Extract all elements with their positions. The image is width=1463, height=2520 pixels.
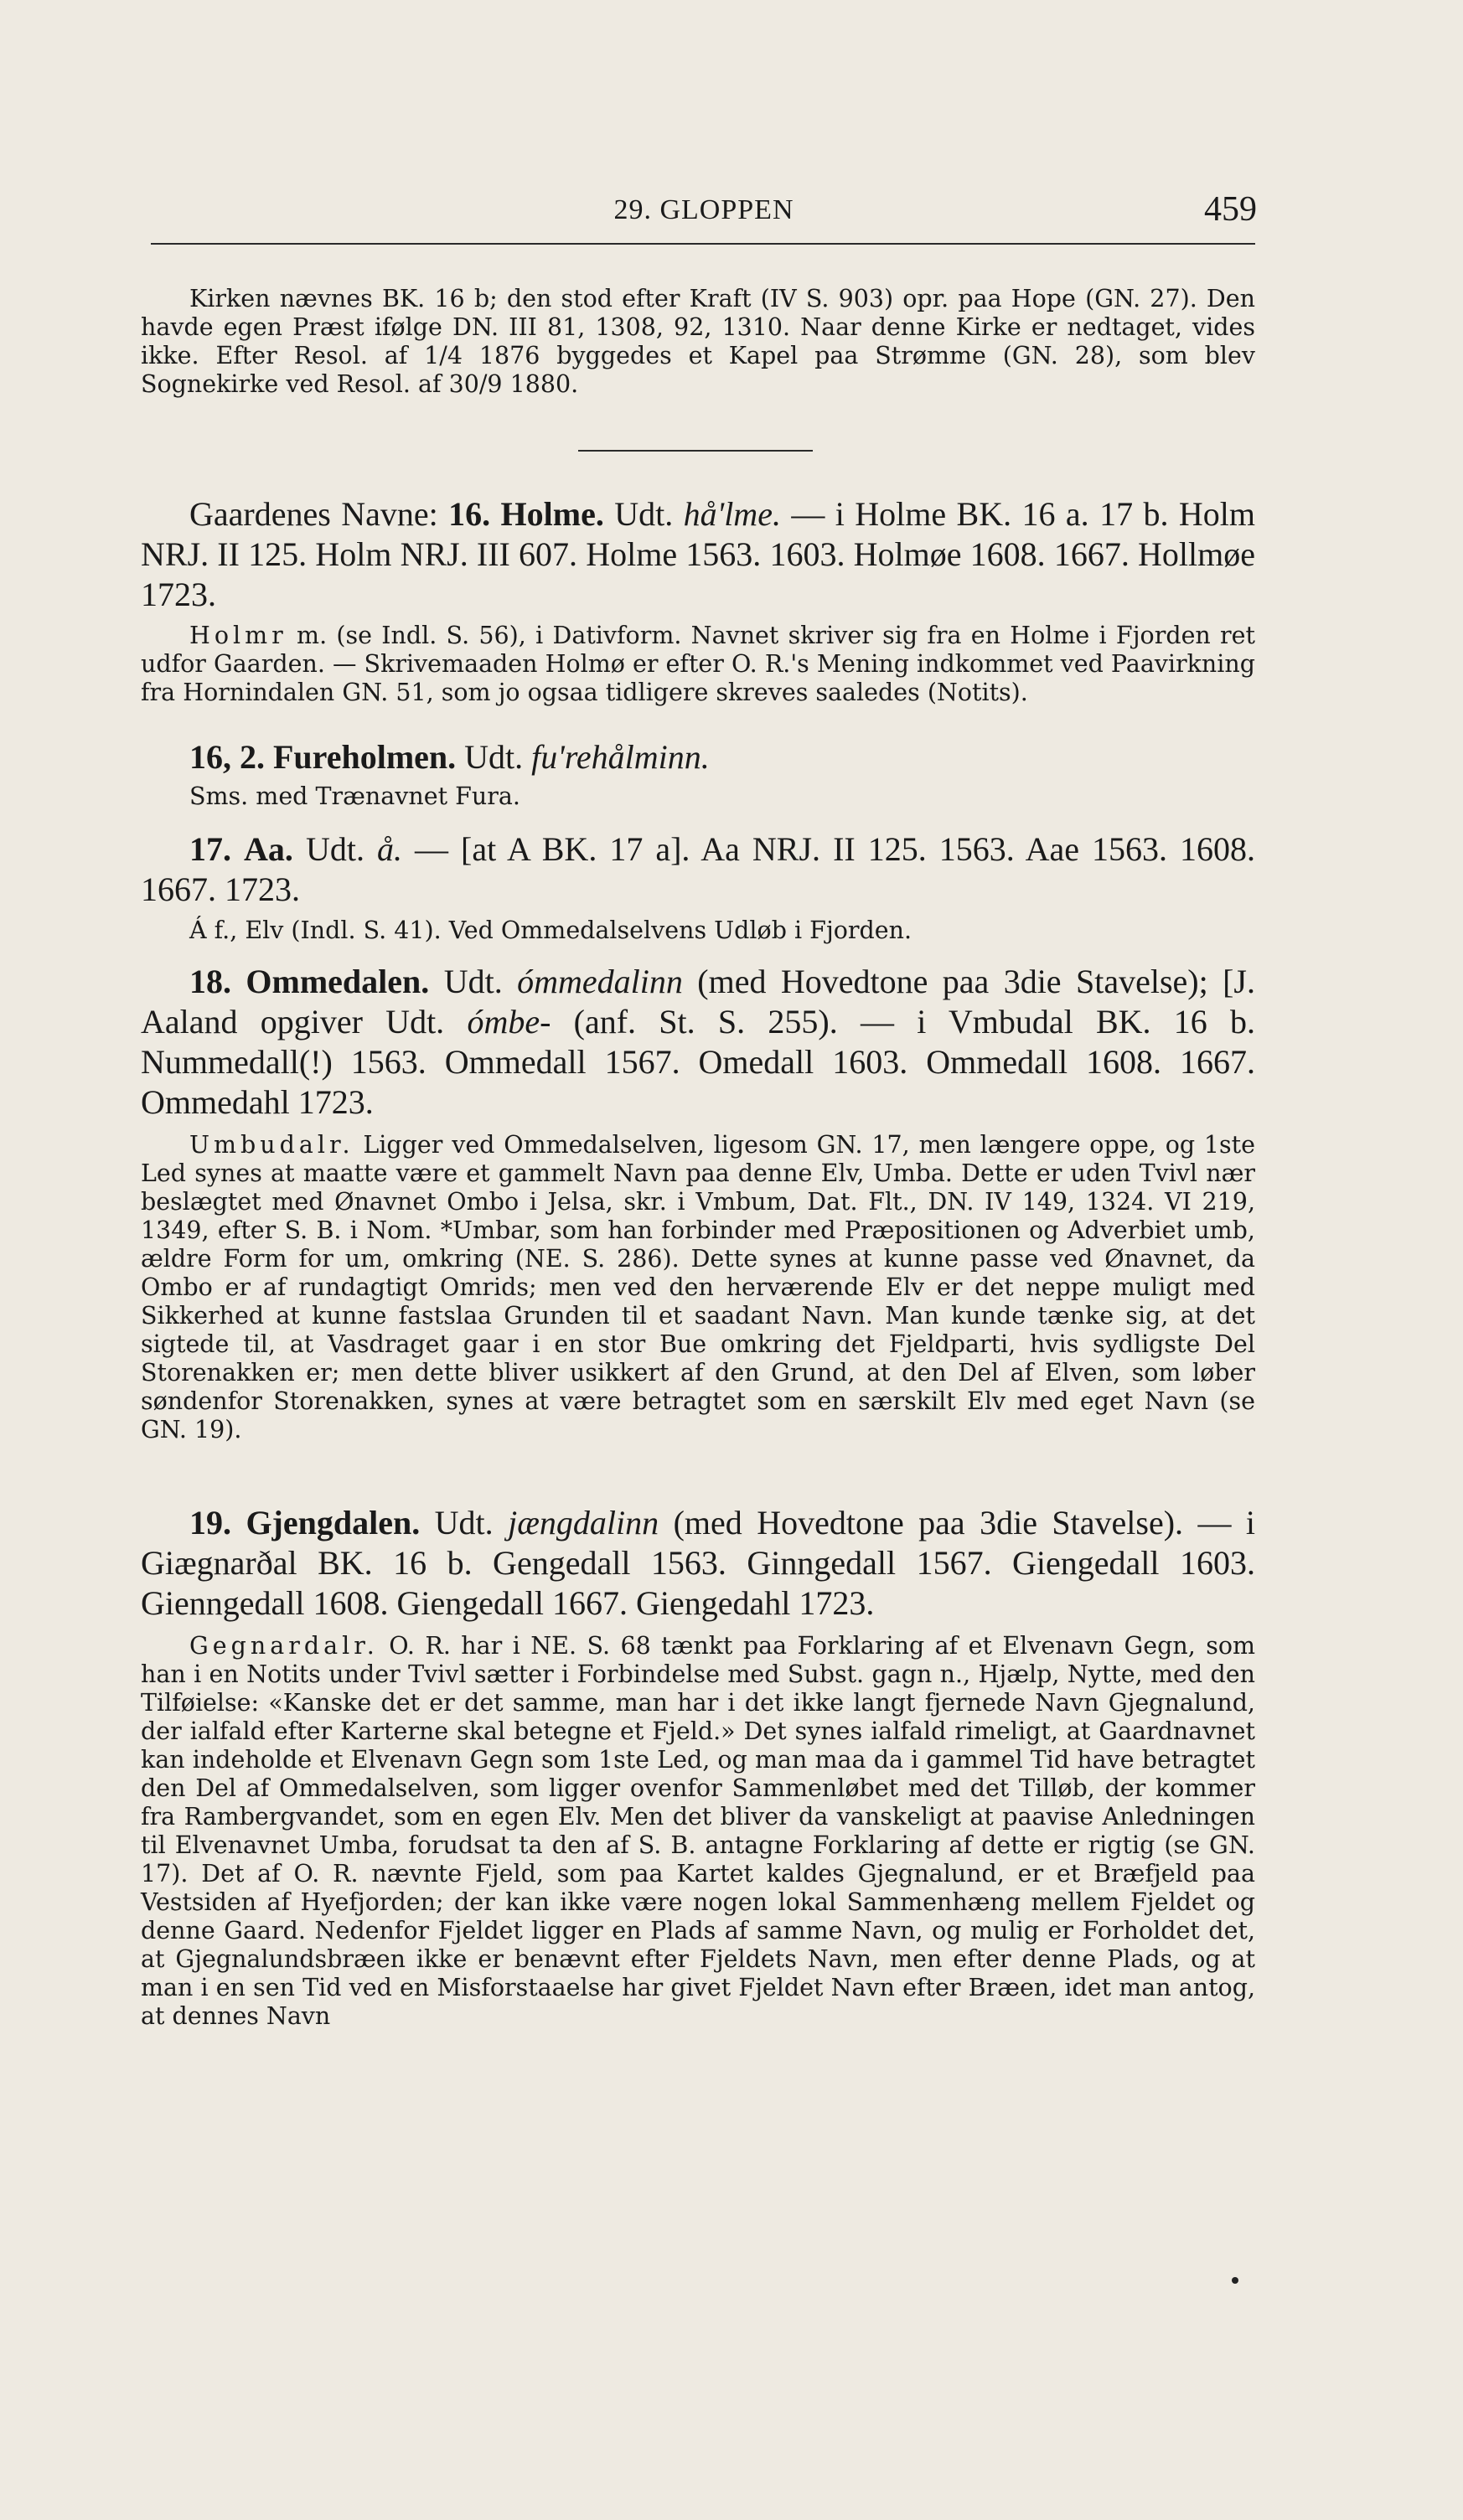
entry-19-note	[141, 1632, 1255, 2031]
chapter-title: 29. GLOPPEN	[613, 194, 794, 225]
entry-16-note	[141, 622, 1255, 707]
entry-17-forms: — [at A BK. 17 a]. Aa NRJ. II 125. 1563. Aae 1563. 1608. 1667. 1723.	[141, 830, 1256, 908]
page-number: 459	[1204, 190, 1257, 229]
entry-16-udt: Udt.	[614, 495, 674, 533]
entry-16-2-name: Fureholmen.	[273, 738, 457, 776]
running-header	[151, 190, 1257, 245]
entry-17	[141, 829, 1255, 945]
entry-16-forms: — i Holme BK. 16 a. 17 b. Holm NRJ. II 125. Holm NRJ. III 607. Holme 1563. 1603. Holmøe 1608. 1667. Hollmøe 1723.	[141, 495, 1256, 613]
church-note: Kirken nævnes BK. 16 b; den stod efter Kraft (IV S. 903) opr. paa Hope (GN. 27). Den havde egen Præst ifølge DN. III 81, 1308, 92, 1310. Naar denne Kirke er nedtaget, vides ikke. Efter Resol. af 1/4 1876 byggedes et Kapel paa Strømme (GN. 28), som blev Sognekirke ved Resol. af 30/9 1880.	[141, 285, 1255, 398]
entry-16-2-note: Sms. med Trænavnet Fura.	[189, 782, 520, 810]
entry-18-text	[141, 962, 1255, 1123]
entry-16-name: Holme.	[500, 495, 604, 533]
entry-19-forms: (med Hovedtone paa 3die Stavelse). — i Giægnarðal BK. 16 b. Gengedall 1563. Ginngedall 1567. Giengedall 1603. Gienngedall 1608. Giengedall 1667. Giengedahl 1723.	[141, 1504, 1255, 1622]
entry-19-name: Gjengdalen.	[246, 1504, 421, 1541]
entry-18-note-lead: Umbudalr.	[189, 1131, 354, 1159]
entry-19-note-text: O. R. har i NE. S. 68 tænkt paa Forklaring af et Elvenavn Gegn, som han i en Notits under Tvivl sætter i Forbindelse med Subst. gagn n., Hjælp, Nytte, med den Tilføielse: «Kanske det er det samme, man har i det ikke langt fjernede Navn Gjegnalund, der ialfald efter Karterne skal betegne et Fjeld.» Det synes ialfald rimeligt, at Gaardnavnet kan indeholde et Elvenavn Gegn som 1ste Led, og man maa da i gammel Tid have betragtet den Del af Ommedalselven, som ligger ovenfor Sammenløbet med det Tilløb, der kommer fra Rambergvandet, som en egen Elv. Men det bliver da vanskeligt at paavise Anledningen til Elvenavnet Umba, forudsat ta den af S. B. antagne Forklaring af dette er rigtig (se GN. 17). Det af O. R. nævnte Fjeld, som paa Kartet kaldes Gjegnalund, er et Bræfjeld paa Vestsiden af Hyefjorden; der kan ikke være nogen lokal Sammenhæng mellem Fjeldet og denne Gaard. Nedenfor Fjeldet ligger en Plads af samme Navn, og mulig er Forholdet det, at Gjegnalundsbræen ikke er benævnt efter Fjeldets Navn, men efter denne Plads, og at man i en sen Tid ved en Misforstaaelse har givet Fjeldet Navn efter Bræen, idet man antog, at dennes Navn	[141, 1632, 1256, 2030]
entry-16-note-text: m. (se Indl. S. 56), i Dativform. Navnet skriver sig fra en Holme i Fjorden ret udfor Gaarden. — Skrivemaaden Holmø er efter O. R.'s Mening indkommet ved Paavirkning fra Hornindalen GN. 51, som jo ogsaa tidligere skreves saaledes (Notits).	[141, 622, 1255, 706]
entry-18	[141, 962, 1255, 1444]
entry-18-forms: (anf. St. S. 255). — i Vmbudal BK. 16 b. Nummedall(!) 1563. Ommedall 1567. Omedall 1603. Ommedall 1608. 1667. Ommedahl 1723.	[141, 1003, 1255, 1121]
entry-16-pronunciation: hå'lme.	[683, 495, 781, 533]
entry-18-number: 18.	[189, 963, 231, 1000]
entry-16-number: 16.	[448, 495, 491, 533]
entry-16-2-number: 16, 2.	[189, 738, 265, 776]
entry-18-name: Ommedalen.	[246, 963, 430, 1000]
entry-17-note: Á f., Elv (Indl. S. 41). Ved Ommedalselvens Udløb i Fjorden.	[189, 917, 912, 944]
entry-17-name: Aa.	[244, 830, 293, 868]
header-rule	[151, 243, 1255, 245]
entry-17-pronunciation: å.	[376, 830, 402, 868]
entry-17-text	[141, 829, 1255, 910]
entry-18-pronunciation-2: ómbe-	[467, 1003, 551, 1041]
entry-19-note-lead: Gegnardalr.	[189, 1632, 379, 1660]
entry-17-udt: Udt.	[305, 830, 364, 868]
entry-18-note	[141, 1131, 1255, 1444]
entry-19-pronunciation: jængdalinn	[508, 1504, 659, 1541]
section-divider	[578, 450, 813, 452]
farms-label: Gaardenes Navne:	[189, 495, 438, 533]
entry-16-note-lead: Holmr	[189, 622, 287, 649]
church-note-block	[141, 285, 1255, 399]
entry-19-udt: Udt.	[434, 1504, 494, 1541]
margin-dot	[1232, 2277, 1238, 2284]
entry-19-number: 19.	[189, 1504, 231, 1541]
entry-16-2-pronunciation: fu'rehålminn.	[531, 738, 710, 776]
entry-16-2-udt: Udt.	[464, 738, 524, 776]
entry-17-number: 17.	[189, 830, 231, 868]
entry-16	[141, 494, 1255, 707]
entry-16-2-text	[141, 737, 1255, 777]
entry-19-text	[141, 1503, 1255, 1624]
entry-16-2	[141, 737, 1255, 811]
entry-18-pronunciation: ómmedalinn	[517, 963, 683, 1000]
entry-18-udt: Udt.	[443, 963, 503, 1000]
entry-19	[141, 1503, 1255, 2031]
entry-18-note-text: Ligger ved Ommedalselven, ligesom GN. 17, men længere oppe, og 1ste Led synes at maatte være et gammelt Navn paa denne Elv, Umba. Dette er uden Tvivl nær beslægtet med Ønavnet Ombo i Jelsa, skr. i Vmbum, Dat. Flt., DN. IV 149, 1324. VI 219, 1349, efter S. B. i Nom. *Umbar, som han forbinder med Præpositionen og Adverbiet umb, ældre Form for um, omkring (NE. S. 286). Dette synes at kunne passe ved Ønavnet, da Ombo er af rundagtigt Omrids; men ved den herværende Elv er det neppe muligt med Sikkerhed at kunne fastslaa Grunden til et saadant Navn. Man kunde tænke sig, at det sigtede til, at Vasdraget gaar i en stor Bue omkring det Fjeldparti, hvis sydligste Del Storenakken er; men dette bliver usikkert af den Grund, at den Del af Elven, som løber søndenfor Storenakken, synes at være betragtet som en særskilt Elv med eget Navn (se GN. 19).	[141, 1131, 1256, 1443]
entry-16-text	[141, 494, 1255, 615]
entry-18-mid: (med Hovedtone paa 3die Stavelse); [J. Aaland opgiver Udt.	[141, 963, 1255, 1041]
